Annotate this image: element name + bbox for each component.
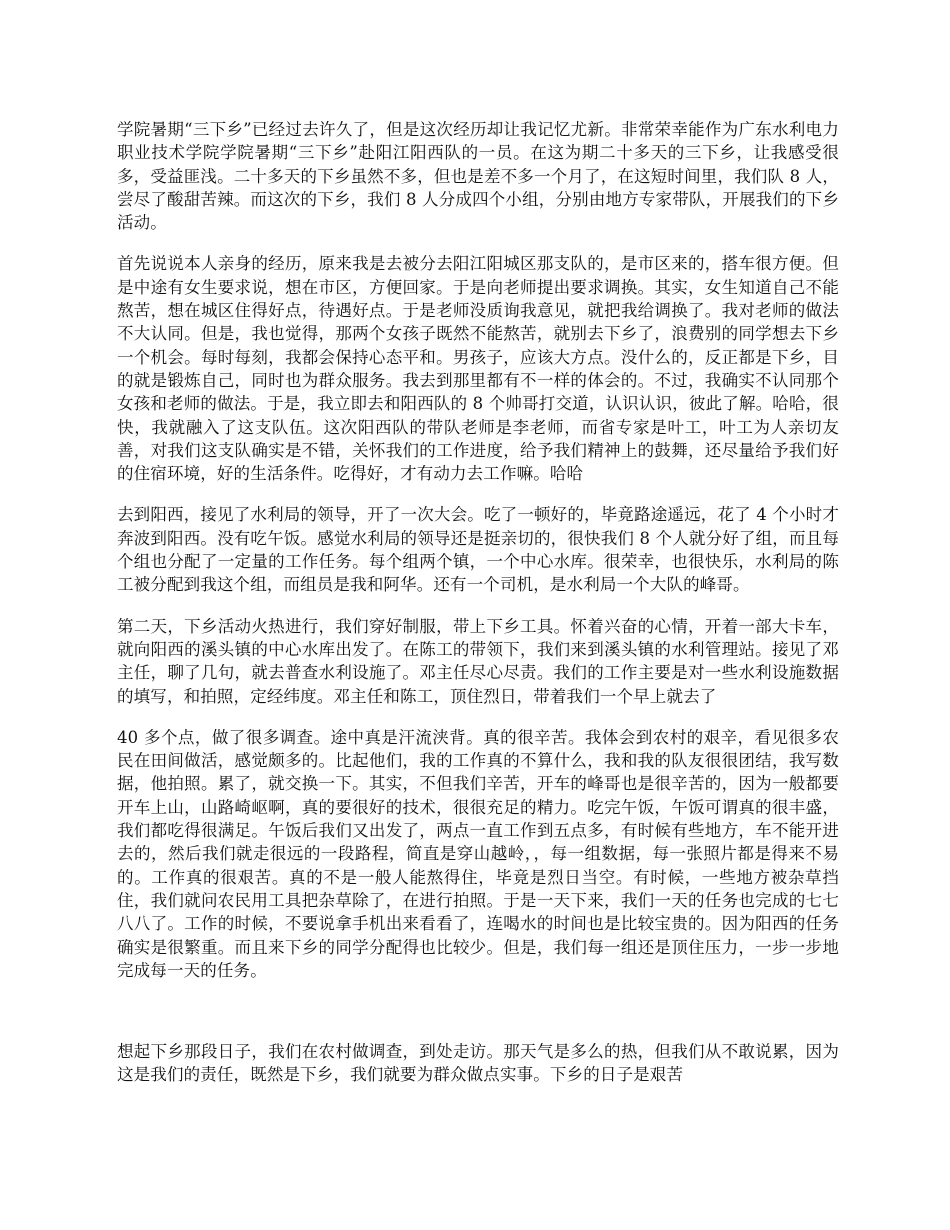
paragraph-arrival-yangxi: 去到阳西，接见了水利局的领导，开了一次大会。吃了一顿好的，毕竟路途遥远，花了 4 个小时才奔波到阳西。没有吃午饭。感觉水利局的领导还是挺亲切的，很快我们 8 个人就分好了组，而且每个组也分配了一定量的工作任务。每个组两个镇，一个中心水库。很荣幸，也很快乐，水利局的陈工被分配到我这个组，而组员是我和阿华。还有一个司机，是水利局一个大队的峰哥。	[117, 505, 839, 595]
paragraph-intro: 学院暑期“三下乡”已经过去许久了，但是这次经历却让我记忆尤新。非常荣幸能作为广东水利电力职业技术学院学院暑期“三下乡”赴阳江阳西队的一员。在这为期二十多天的三下乡，让我感受很多，受益匪浅。二十多天的下乡虽然不多，但也是差不多一个月了，在这短时间里，我们队 8 人，尝尽了酸甜苦辣。而这次的下乡，我们 8 人分成四个小组，分别由地方专家带队，开展我们的下乡活动。	[117, 120, 839, 233]
document-body	[117, 118, 839, 1105]
paragraph-personal-experience: 首先说说本人亲身的经历，原来我是去被分去阳江阳城区那支队的，是市区来的，搭车很方便。但是中途有女生要求说，想在市区，方便回家。于是向老师提出要求调换。其实，女生知道自己不能熬苦，想在城区住得好点，待遇好点。于是老师没质询我意见，就把我给调换了。我对老师的做法不大认同。但是，我也觉得，那两个女孩子既然不能熬苦，就别去下乡了，浪费别的同学想去下乡一个机会。每时每刻，我都会保持心态平和。男孩子，应该大方点。没什么的，反正都是下乡，目的就是锻炼自己，同时也为群众服务。我去到那里都有不一样的体会的。不过，我确实不认同那个女孩和老师的做法。于是，我立即去和阳西队的 8 个帅哥打交道，认识认识，彼此了解。哈哈，很快，我就融入了这支队伍。这次阳西队的带队老师是李老师，而省专家是叶工，叶工为人亲切友善，对我们这支队确实是不错，关怀我们的工作进度，给予我们精神上的鼓舞，还尽量给予我们好的住宿环境，好的生活条件。吃得好，才有动力去工作嘛。哈哈	[117, 254, 839, 484]
paragraph-survey-work: 40 多个点，做了很多调查。途中真是汗流浃背。真的很辛苦。我体会到农村的艰辛，看见很多农民在田间做活，感觉颇多的。比起他们，我的工作真的不算什么，我和我的队友很很团结，我写数据，他拍照。累了，就交换一下。其实，不但我们辛苦，开车的峰哥也是很辛苦的，因为一般都要开车上山，山路崎岖啊，真的要很好的技术，很很充足的精力。吃完午饭，午饭可谓真的很丰盛，我们都吃得很满足。午饭后我们又出发了，两点一直工作到五点多，有时候有些地方，车不能开进去的，然后我们就走很远的一段路程，简直是穿山越岭，，每一组数据，每一张照片都是得来不易的。工作真的很艰苦。真的不是一般人能熬得住，毕竟是烈日当空。有时候，一些地方被杂草挡住，我们就问农民用工具把杂草除了，在进行拍照。于是一天下来，我们一天的任务也完成的七七八八了。工作的时候，不要说拿手机出来看看了，连喝水的时间也是比较宝贵的。因为阳西的任务确实是很繁重。而且来下乡的同学分配得也比较少。但是，我们每一组还是顶住压力，一步一步地完成每一天的任务。	[117, 727, 839, 980]
paragraph-second-day: 第二天，下乡活动火热进行，我们穿好制服，带上下乡工具。怀着兴奋的心情，开着一部大卡车，就向阳西的溪头镇的中心水库出发了。在陈工的带领下，我们来到溪头镇的水利管理站。接见了邓主任，聊了几句，就去普查水利设施了。邓主任尽心尽责。我们的工作主要是对一些水利设施数据的填写，和拍照，定经纬度。邓主任和陈工，顶住烈日，带着我们一个早上就去了	[117, 616, 839, 706]
paragraph-reflection: 想起下乡那段日子，我们在农村做调查，到处走访。那天气是多么的热，但我们从不敢说累，因为这是我们的责任，既然是下乡，我们就要为群众做点实事。下乡的日子是艰苦	[117, 1042, 839, 1085]
